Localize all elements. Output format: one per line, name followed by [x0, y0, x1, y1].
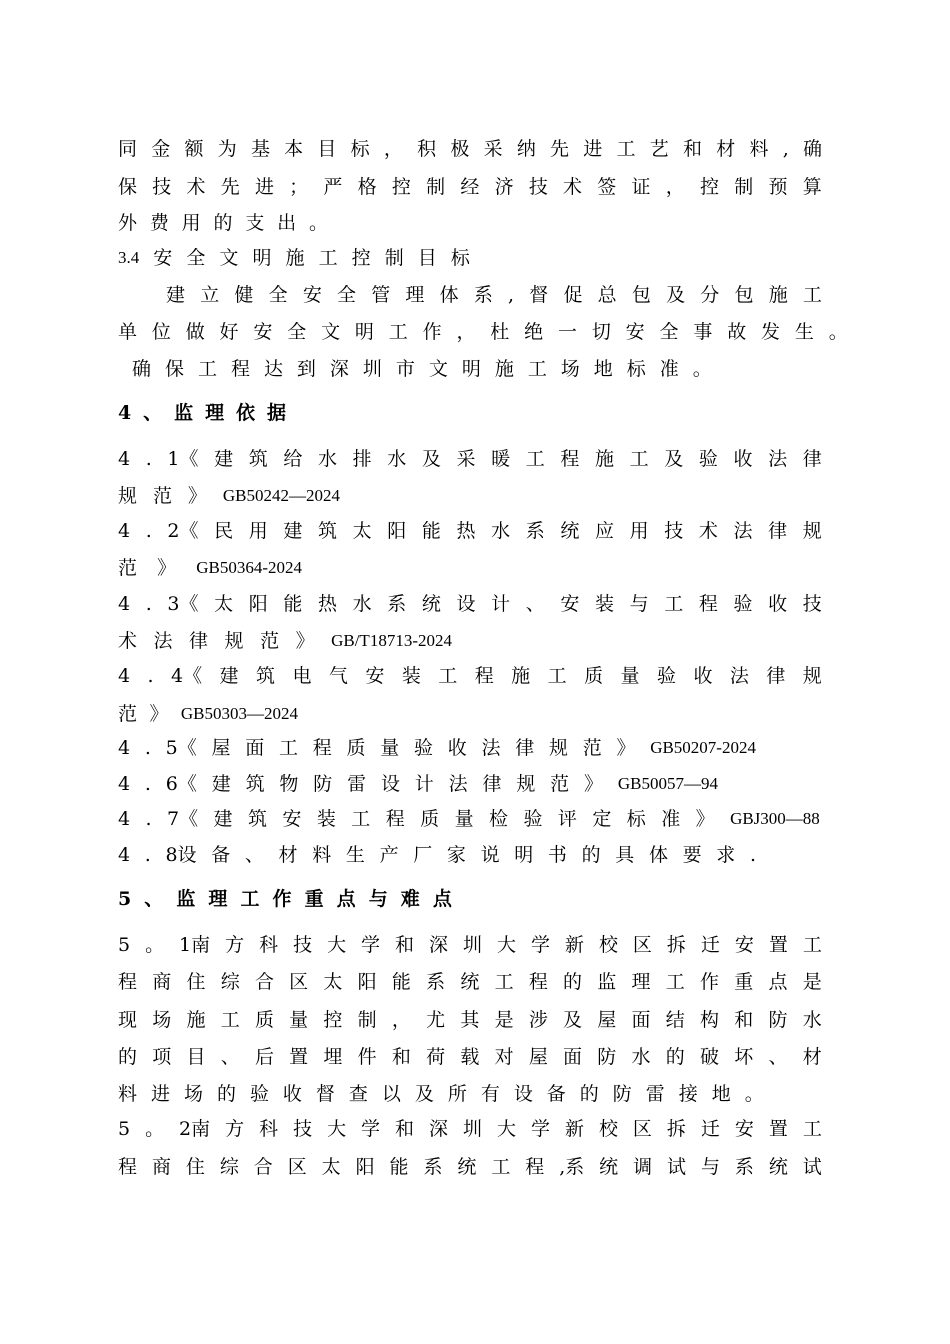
reference-item: 4 . 3《 太 阳 能 热 水 系 统 设 计 、 安 装 与 工 程 验 收 技	[118, 593, 822, 615]
text-line: 单 位 做 好 安 全 文 明 工 作 ， 杜 绝 一 切 安 全 事 故 发 生 。	[118, 321, 848, 343]
text-line: 程 商 住 综 合 区 太 阳 能 系 统 工 程 ,系 统 调 试 与 系 统 试	[118, 1156, 822, 1178]
text-line: 建 立 健 全 安 全 管 理 体 系 , 督 促 总 包 及 分 包 施 工	[166, 284, 822, 306]
reference-item: 4 . 6《 建 筑 物 防 雷 设 计 法 律 规 范 》 GB50057—94	[118, 773, 718, 795]
reference-item: 4 . 4《 建 筑 电 气 安 装 工 程 施 工 质 量 验 收 法 律 规	[118, 665, 822, 687]
text-line: 现 场 施 工 质 量 控 制 ， 尤 其 是 涉 及 屋 面 结 构 和 防 水	[118, 1009, 822, 1031]
text-line: 同 金 额 为 基 本 目 标 ， 积 极 采 纳 先 进 工 艺 和 材 料 , 确	[118, 138, 822, 160]
section-heading-3-4: 3.4 安 全 文 明 施 工 控 制 目 标	[118, 247, 470, 269]
reference-item: 范 》 GB50303—2024	[118, 703, 298, 725]
text-line: 保 技 术 先 进 ； 严 格 控 制 经 济 技 术 签 证 ， 控 制 预 算	[118, 176, 822, 198]
text-line: 程 商 住 综 合 区 太 阳 能 系 统 工 程 的 监 理 工 作 重 点 是	[118, 971, 822, 993]
reference-item: 4 . 5《 屋 面 工 程 质 量 验 收 法 律 规 范 》 GB50207-2024	[118, 737, 756, 759]
text-line: 确 保 工 程 达 到 深 圳 市 文 明 施 工 场 地 标 准 。	[132, 358, 712, 380]
reference-item: 术 法 律 规 范 》 GB/T18713-2024	[118, 630, 452, 652]
reference-item: 4 . 2《 民 用 建 筑 太 阳 能 热 水 系 统 应 用 技 术 法 律 规	[118, 520, 822, 542]
section-heading-5: 5 、 监 理 工 作 重 点 与 难 点	[118, 888, 452, 910]
text-line: 外 费 用 的 支 出 。	[118, 212, 328, 234]
reference-item: 4 . 8设 备 、 材 料 生 产 厂 家 说 明 书 的 具 体 要 求 .	[118, 844, 756, 866]
reference-item: 4 . 7《 建 筑 安 装 工 程 质 量 检 验 评 定 标 准 》 GBJ300—88	[118, 808, 820, 830]
reference-item: 范 》 GB50364-2024	[118, 557, 302, 579]
reference-item: 规 范 》 GB50242—2024	[118, 485, 340, 507]
text-line: 5 。 2南 方 科 技 大 学 和 深 圳 大 学 新 校 区 拆 迁 安 置 工	[118, 1118, 822, 1140]
section-heading-4: 4 、 监 理 依 据	[118, 402, 286, 424]
text-line: 料 进 场 的 验 收 督 查 以 及 所 有 设 备 的 防 雷 接 地 。	[118, 1083, 764, 1105]
text-line: 5 。 1南 方 科 技 大 学 和 深 圳 大 学 新 校 区 拆 迁 安 置 工	[118, 934, 822, 956]
text-line: 的 项 目 、 后 置 埋 件 和 荷 载 对 屋 面 防 水 的 破 坏 、 材	[118, 1046, 822, 1068]
reference-item: 4 . 1《 建 筑 给 水 排 水 及 采 暖 工 程 施 工 及 验 收 法 律	[118, 448, 822, 470]
